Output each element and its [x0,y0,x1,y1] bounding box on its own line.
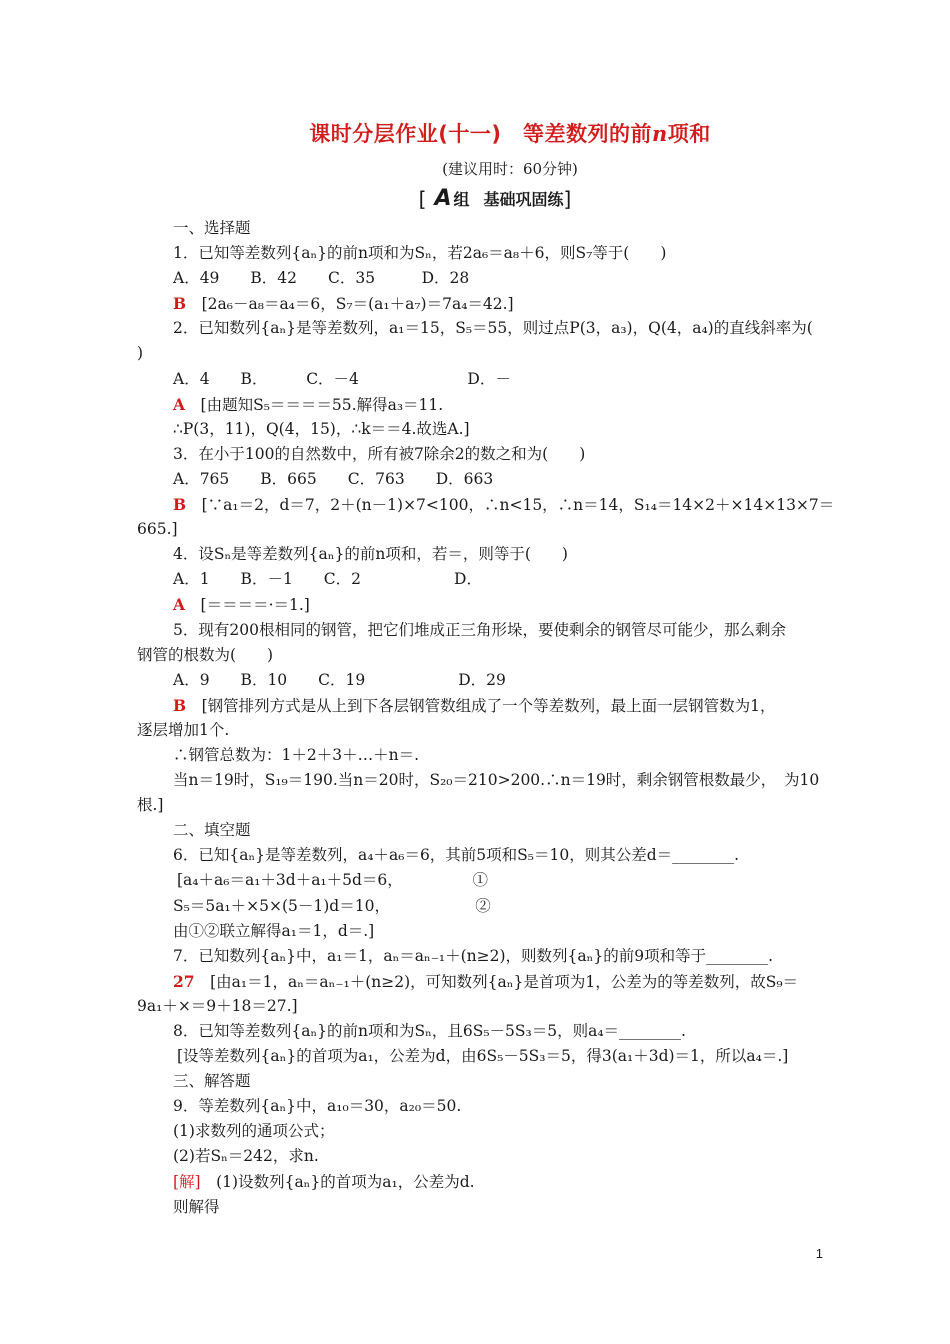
answer-3-cont: 665.] [137,520,178,539]
answer-letter: B [173,495,187,515]
question-5: 5．现有200根相同的钢管，把它们堆成正三角形垛，要使剩余的钢管尽可能少，那么剩余 [173,620,786,639]
answer-5-cont: 当n＝19时，S₁₉＝190.当n＝20时，S₂₀＝210>200.∴n＝19时，剩余钢管根数最少， 为10 [173,771,820,790]
question-9-part-1: (1)求数列的通项公式； [173,1122,335,1141]
answer-value: 27 [173,971,195,991]
answer-7: 27 [由a₁＝1，aₙ＝aₙ₋₁＋(n≥2)，可知数列{aₙ}是首项为1，公差为的等差数列，故S₉＝ [173,971,799,991]
answer-6-cont: S₅＝5a₁＋×5×(5－1)d＝10， ② [173,896,491,915]
question-4: 4．设Sₙ是等差数列{aₙ}的前n项和，若＝，则等于( ) [173,545,568,564]
answer-letter: A [173,394,186,414]
answer-letter: B [173,294,187,314]
options-5: A．9 B．10 C．19 D．29 [173,670,506,689]
options-2: A．4 B． C．－4 D．－ [173,369,511,388]
answer-5-cont: 逐层增加1个. [137,720,230,739]
question-9: 9．等差数列{aₙ}中，a₁₀＝30，a₂₀＝50. [173,1097,462,1116]
page-subtitle: (建议用时：60分钟) [442,160,578,178]
answer-6-cont: 由①②联立解得a₁＝1，d＝.] [173,921,375,940]
answer-9: [解] (1)设数列{aₙ}的首项为a₁，公差为d. [173,1172,475,1191]
group-heading: [ A 组 基础巩固练] [418,186,572,211]
options-3: A．765 B．665 C．763 D．663 [173,469,494,488]
question-2: 2．已知数列{aₙ}是等差数列，a₁＝15，S₅＝55，则过点P(3，a₃)，Q(4，a₄)的直线斜率为( [173,319,813,338]
page-title: 课时分层作业(十一) 等差数列的前n项和 [309,121,711,146]
answer-2: A [由题知S₅＝＝＝＝55.解得a₃＝11. [173,394,444,414]
question-3: 3．在小于100的自然数中，所有被7除余2的数之和为( ) [173,444,586,463]
solution-tag: [解] [173,1172,201,1191]
question-1: 1．已知等差数列{aₙ}的前n项和为Sₙ，若2a₆＝a₈＋6，则S₇等于( ) [173,244,667,263]
answer-9-cont: 则解得 [173,1197,220,1216]
question-6: 6．已知{aₙ}是等差数列，a₄＋a₆＝6，其前5项和S₅＝10，则其公差d＝________. [173,846,740,865]
answer-8: [设等差数列{aₙ}的首项为a₁，公差为d，由6S₅－5S₃＝5，得3(a₁＋3d)＝1，所以a₄＝.] [177,1047,789,1066]
answer-1: B [2a₆－a₈＝a₄＝6，S₇＝(a₁＋a₇)＝7a₄＝42.] [173,294,514,314]
question-5-cont: 钢管的根数为( ) [137,645,274,664]
answer-letter: B [173,695,187,715]
answer-6: [a₄＋a₆＝a₁＋3d＋a₁＋5d＝6， ① [177,871,489,890]
section-heading: 二、填空题 [173,821,251,840]
section-heading: 三、解答题 [173,1072,251,1091]
answer-5-cont: ∴钢管总数为：1＋2＋3＋…＋n＝. [173,745,419,764]
answer-2-cont: ∴P(3，11)，Q(4，15)，∴k＝＝4.故选A.] [173,419,470,438]
section-heading: 一、选择题 [173,219,251,237]
options-4: A．1 B．－1 C．2 D． [173,570,482,589]
answer-5: B [钢管排列方式是从上到下各层钢管数组成了一个等差数列，最上面一层钢管数为1， [173,695,776,715]
question-2-cont: ) [137,344,144,363]
answer-4: A [＝＝＝＝·＝1.] [173,595,310,615]
answer-5-cont: 根.] [137,796,164,815]
document-body [137,216,835,1220]
answer-letter: A [173,595,186,615]
options-1: A．49 B．42 C．35 D．28 [173,269,470,288]
question-7: 7．已知数列{aₙ}中，a₁＝1，aₙ＝aₙ₋₁＋(n≥2)，则数列{aₙ}的前9项和等于________. [173,946,774,965]
page-number: 1 [815,1246,823,1261]
question-8: 8．已知等差数列{aₙ}的前n项和为Sₙ，且6S₅－5S₃＝5，则a₄＝________. [173,1022,686,1040]
answer-7-cont: 9a₁＋×＝9＋18＝27.] [137,996,298,1015]
question-9-part-2: (2)若Sₙ＝242，求n. [173,1147,319,1166]
answer-3: B [∵a₁＝2，d＝7，2＋(n－1)×7<100，∴n<15，∴n＝14，S₁₄＝14×2＋×14×13×7＝ [173,495,835,515]
